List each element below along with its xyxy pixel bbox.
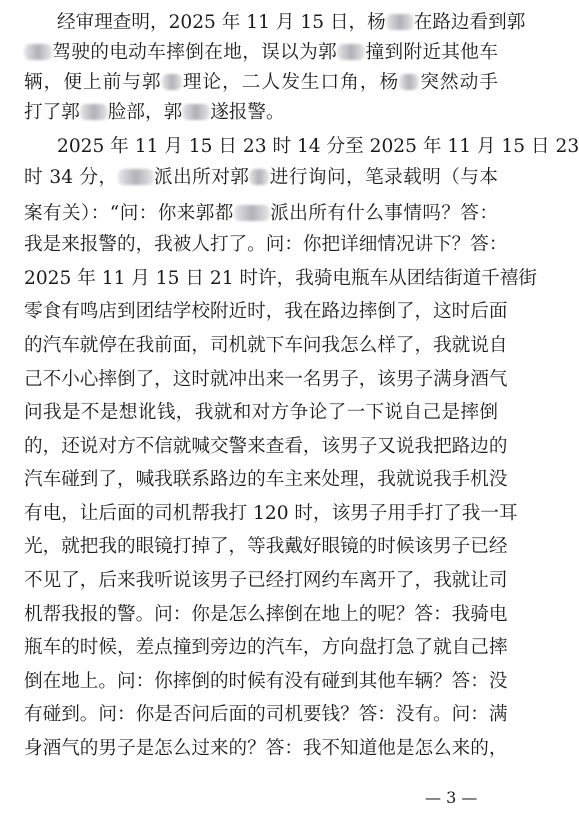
text-line: 不见了，后来我听说该男子已经打网约车离开了，我就让司	[24, 570, 508, 591]
redaction-mark	[399, 74, 419, 90]
text-line: 身酒气的男子是怎么过来的？答：我不知道他是怎么来的，	[24, 738, 508, 759]
redaction-mark	[234, 205, 270, 221]
text-line: 驾驶的电动车摔倒在地，误以为郭 撞到附近其他车	[24, 38, 498, 68]
text-line: 案有关）：“问：你来郭都 派出所有什么事情吗？答：	[24, 203, 498, 224]
text-line: 的汽车就停在我前面，司机就下车问我怎么样了，我就说自	[24, 335, 508, 356]
text-line: 经审理查明，2025 年 11 月 15 日，杨 在路边看到郭	[57, 12, 526, 33]
text-line: 汽车碰到了，喊我联系路边的车主来处理，我就说我手机没	[24, 469, 508, 490]
text-line: 问我是不是想讹钱，我就和对方争论了一下说自己是摔倒	[24, 402, 498, 423]
redaction-mark	[182, 104, 210, 120]
text-line: 2025 年 11 月 15 日 21 时许，我骑电瓶车从团结街道千禧街	[24, 268, 537, 289]
text-line: 时 34 分， 派出所对郭 进行询问，笔录载明（与本	[24, 167, 498, 188]
text-line: 倒在地上。问：你摔倒的时候有没有碰到其他车辆？答：没	[24, 671, 508, 692]
text-line: 的，还说对方不信就喊交警来查看，该男子又说我把路边的	[24, 436, 508, 457]
text-line: 我是来报警的，我被人打了。问：你把详细情况讲下？答：	[24, 234, 508, 255]
redaction-mark	[162, 74, 182, 90]
redaction-mark	[24, 44, 52, 60]
text-line: 零食有鸣店到团结学校附近时，我在路边摔倒了，这时后面	[24, 301, 508, 322]
text-line: 有电，让后面的司机帮我打 120 时，该男子用手打了我一耳	[24, 503, 518, 524]
page-number: — 3 —	[425, 788, 478, 807]
text-line: 有碰到。问：你是否问后面的司机要钱？答：没有。问：满	[24, 704, 508, 725]
redaction-mark	[249, 169, 269, 185]
redaction-mark	[337, 44, 365, 60]
text-line: 机帮我报的警。问：你是怎么摔倒在地上的呢？答：我骑电	[24, 604, 508, 625]
text-line: 光，就把我的眼镜打掉了，等我戴好眼镜的时候该男子已经	[24, 536, 508, 557]
text-line: 2025 年 11 月 15 日 23 时 14 分至 2025 年 11 月 15 日 23	[57, 136, 579, 157]
redaction-mark	[80, 104, 108, 120]
redaction-mark	[118, 169, 154, 185]
text-line: 瓶车的时候，差点撞到旁边的汽车，方向盘打急了就自己摔	[24, 637, 508, 658]
text-line: 辆，便上前与郭 理论，二人发生口角，杨 突然动手	[24, 72, 498, 93]
text-line: 打了郭 脸部，郭 遂报警。	[24, 102, 285, 123]
text-line: 己不小心摔倒了，这时就冲出来一名男子，该男子满身酒气	[24, 369, 508, 390]
redaction-mark	[386, 14, 414, 30]
